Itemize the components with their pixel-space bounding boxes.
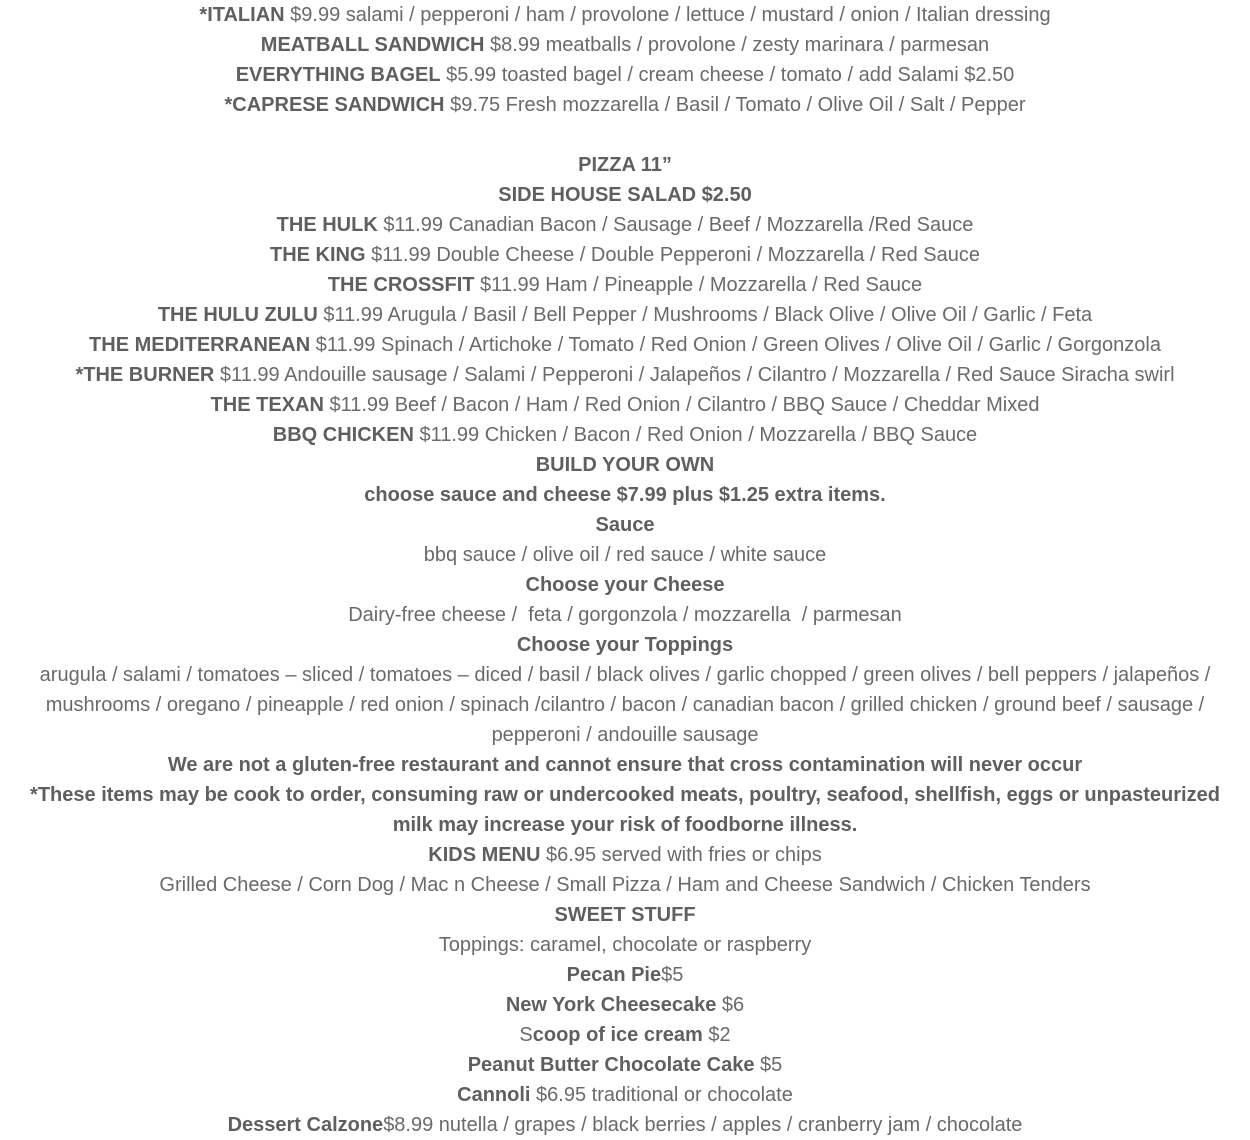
- item-desc: $11.99 Spinach / Artichoke / Tomato / Red Onion / Green Olives / Olive Oil / Garlic / Gorgonzola: [310, 334, 1161, 356]
- item-name: *CAPRESE SANDWICH: [224, 94, 445, 116]
- pizza-item-mediterranean: [0, 330, 1250, 360]
- item-price: $6.95 traditional or chocolate: [530, 1084, 793, 1106]
- item-name: THE KING: [269, 244, 366, 266]
- sweet-toppings: Toppings: caramel, chocolate or raspberry: [438, 934, 812, 956]
- item-name: BBQ CHICKEN: [272, 424, 414, 446]
- pizza-item-crossfit: [0, 270, 1250, 300]
- pizza-item-bbq-chicken: [0, 420, 1250, 450]
- item-desc: $9.99 salami / pepperoni / ham / provolone / lettuce / mustard / onion / Italian dressing: [284, 4, 1051, 26]
- item-name: *THE BURNER: [75, 364, 215, 386]
- item-desc: $6.95 served with fries or chips: [540, 844, 822, 866]
- pizza-heading: PIZZA 11”: [578, 154, 672, 176]
- pizza-item-burner: [0, 360, 1250, 390]
- pizza-item-king: [0, 240, 1250, 270]
- spacer: [0, 120, 1250, 150]
- menu-item-everything-bagel: [0, 60, 1250, 90]
- toppings-options: arugula / salami / tomatoes – sliced / tomatoes – diced / basil / black olives / garlic chopped / green olives / bell peppers / jalapeños / mushrooms / oregano / pineapple / red onion / spinach /cilantro / bacon / canadian bacon / grilled chicken / ground beef / sausage / pepperoni / andouille sausage: [39, 664, 1211, 746]
- item-desc: $11.99 Arugula / Basil / Bell Pepper / Mushrooms / Black Olive / Olive Oil / Garlic / Feta: [317, 304, 1093, 326]
- item-price: $6: [716, 994, 745, 1016]
- dessert-cannoli: [0, 1080, 1250, 1110]
- menu-item-meatball-sandwich: [0, 30, 1250, 60]
- dessert-pecan-pie: [0, 960, 1250, 990]
- item-desc: $11.99 Andouille sausage / Salami / Pepperoni / Jalapeños / Cilantro / Mozzarella / Red Sauce Siracha swirl: [214, 364, 1175, 386]
- kids-menu-heading: [0, 840, 1250, 870]
- item-name: THE HULK: [276, 214, 378, 236]
- pizza-item-hulk: [0, 210, 1250, 240]
- item-price: $2: [702, 1024, 731, 1046]
- menu-item-italian: [0, 0, 1250, 30]
- build-your-own-subheading: choose sauce and cheese $7.99 plus $1.25 extra items.: [364, 484, 886, 506]
- item-name: coop of ice cream: [532, 1024, 703, 1046]
- item-name: New York Cheesecake: [505, 994, 717, 1016]
- item-name: EVERYTHING BAGEL: [235, 64, 441, 86]
- item-price: $5: [661, 964, 684, 986]
- item-name: MEATBALL SANDWICH: [260, 34, 485, 56]
- build-your-own-heading: BUILD YOUR OWN: [535, 454, 715, 476]
- dessert-ice-cream: [0, 1020, 1250, 1050]
- cheese-options: Dairy-free cheese / feta / gorgonzola / mozzarella / parmesan: [348, 604, 902, 626]
- item-name: THE HULU ZULU: [157, 304, 318, 326]
- pizza-item-texan: [0, 390, 1250, 420]
- item-name: KIDS MENU: [428, 844, 541, 866]
- item-desc: $11.99 Double Cheese / Double Pepperoni / Mozzarella / Red Sauce: [365, 244, 980, 266]
- raw-food-notice: *These items may be cook to order, consuming raw or undercooked meats, poultry, seafood, shellfish, eggs or unpasteurized milk may increase your risk of foodborne illness.: [30, 784, 1220, 836]
- dessert-pb-chocolate-cake: [0, 1050, 1250, 1080]
- item-desc: $11.99 Chicken / Bacon / Red Onion / Mozzarella / BBQ Sauce: [413, 424, 978, 446]
- sauce-options: bbq sauce / olive oil / red sauce / white sauce: [423, 544, 827, 566]
- item-name: Dessert Calzone: [227, 1114, 384, 1136]
- kids-menu-items: Grilled Cheese / Corn Dog / Mac n Cheese / Small Pizza / Ham and Cheese Sandwich / Chicken Tenders: [159, 874, 1091, 896]
- sauce-heading: Sauce: [595, 514, 655, 536]
- pizza-item-hulu-zulu: [0, 300, 1250, 330]
- side-house-salad: SIDE HOUSE SALAD $2.50: [498, 184, 752, 206]
- cheese-heading: Choose your Cheese: [525, 574, 725, 596]
- dessert-calzone: [0, 1110, 1250, 1140]
- item-desc: $5.99 toasted bagel / cream cheese / tomato / add Salami $2.50: [440, 64, 1015, 86]
- item-name: THE MEDITERRANEAN: [89, 334, 311, 356]
- menu-item-caprese-sandwich: [0, 90, 1250, 120]
- item-name: *ITALIAN: [199, 4, 285, 26]
- gluten-notice: We are not a gluten-free restaurant and cannot ensure that cross contamination will never occur: [167, 754, 1083, 776]
- item-name: Pecan Pie: [566, 964, 662, 986]
- sweet-stuff-heading: SWEET STUFF: [554, 904, 696, 926]
- item-desc: $11.99 Canadian Bacon / Sausage / Beef / Mozzarella /Red Sauce: [377, 214, 974, 236]
- item-name: THE TEXAN: [210, 394, 324, 416]
- item-name-initial: S: [519, 1024, 533, 1046]
- toppings-heading: Choose your Toppings: [516, 634, 734, 656]
- dessert-cheesecake: [0, 990, 1250, 1020]
- item-desc: $9.75 Fresh mozzarella / Basil / Tomato / Olive Oil / Salt / Pepper: [444, 94, 1026, 116]
- item-desc: $8.99 nutella / grapes / black berries / apples / cranberry jam / chocolate: [383, 1114, 1023, 1136]
- item-desc: $8.99 meatballs / provolone / zesty marinara / parmesan: [484, 34, 990, 56]
- item-desc: $11.99 Ham / Pineapple / Mozzarella / Red Sauce: [474, 274, 923, 296]
- item-name: Peanut Butter Chocolate Cake: [467, 1054, 755, 1076]
- item-name: THE CROSSFIT: [327, 274, 475, 296]
- item-desc: $11.99 Beef / Bacon / Ham / Red Onion / Cilantro / BBQ Sauce / Cheddar Mixed: [323, 394, 1040, 416]
- item-price: $5: [754, 1054, 783, 1076]
- item-name: Cannoli: [457, 1084, 531, 1106]
